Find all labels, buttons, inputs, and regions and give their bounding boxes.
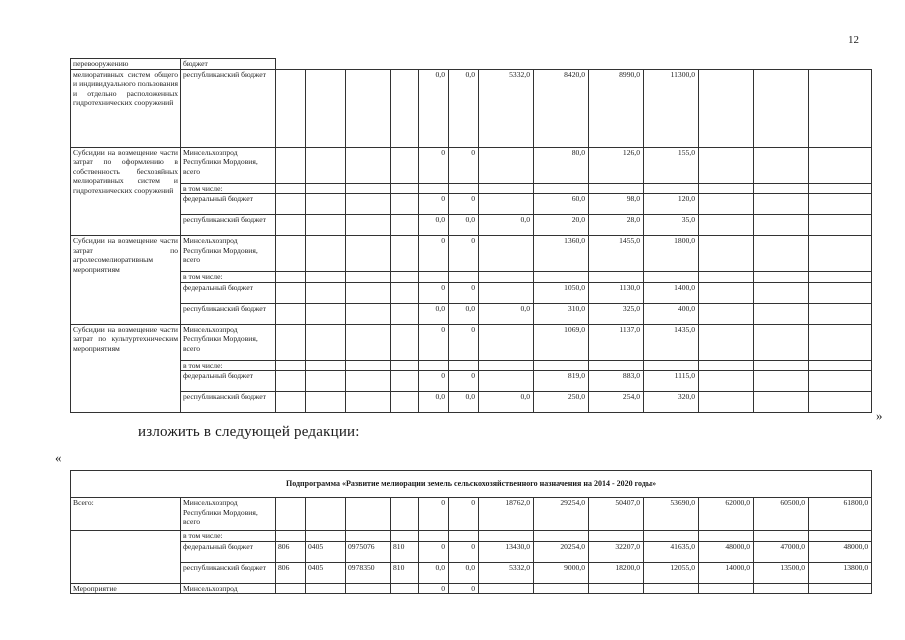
table-row <box>71 531 872 542</box>
value-cell: 0 <box>419 498 449 531</box>
value-cell: 0 <box>449 324 479 360</box>
value-cell: 1069,0 <box>534 324 589 360</box>
table-row <box>71 59 872 70</box>
value-cell: 0,0 <box>449 303 479 324</box>
value-cell: 1115,0 <box>644 371 699 392</box>
table-row <box>71 183 872 194</box>
source-cell: в том числе: <box>181 183 276 194</box>
code-cell: 0405 <box>306 562 346 583</box>
program-table-new <box>70 470 872 594</box>
value-cell: 0,0 <box>419 303 449 324</box>
value-cell: 5332,0 <box>479 562 534 583</box>
code-cell: 806 <box>276 541 306 562</box>
value-cell: 0,0 <box>479 303 534 324</box>
source-cell: в том числе: <box>181 360 276 371</box>
closing-quote: » <box>876 408 883 423</box>
value-cell: 98,0 <box>589 194 644 215</box>
value-cell: 0,0 <box>449 69 479 147</box>
value-cell: 12055,0 <box>644 562 699 583</box>
value-cell: 0 <box>419 541 449 562</box>
value-cell: 0 <box>449 236 479 272</box>
table-row <box>71 392 872 413</box>
value-cell: 325,0 <box>589 303 644 324</box>
value-cell: 80,0 <box>534 147 589 183</box>
value-cell: 53690,0 <box>644 498 699 531</box>
value-cell: 14000,0 <box>699 562 754 583</box>
source-cell: республиканский бюджет <box>181 562 276 583</box>
source-cell: бюджет <box>181 59 276 70</box>
value-cell: 9000,0 <box>534 562 589 583</box>
measure-cell: Всего: <box>71 498 181 531</box>
value-cell: 32207,0 <box>589 541 644 562</box>
value-cell: 48000,0 <box>699 541 754 562</box>
value-cell: 883,0 <box>589 371 644 392</box>
value-cell: 126,0 <box>589 147 644 183</box>
value-cell: 120,0 <box>644 194 699 215</box>
value-cell: 50407,0 <box>589 498 644 531</box>
source-cell: республиканский бюджет <box>181 215 276 236</box>
value-cell: 155,0 <box>644 147 699 183</box>
value-cell: 1137,0 <box>589 324 644 360</box>
value-cell: 0 <box>419 194 449 215</box>
value-cell: 0 <box>449 147 479 183</box>
table-row <box>71 236 872 272</box>
measure-cell: Субсидии на возмещение части затрат по культуртехническим мероприятиям <box>71 324 181 413</box>
subprogram-title: Подпрограмма «Развитие мелиорации земель сельскохозяйственного назначения на 2014 - 2020 годы» <box>71 471 872 498</box>
value-cell: 47000,0 <box>754 541 809 562</box>
source-cell: федеральный бюджет <box>181 541 276 562</box>
value-cell: 0 <box>449 541 479 562</box>
value-cell: 35,0 <box>644 215 699 236</box>
value-cell: 0 <box>449 194 479 215</box>
value-cell: 1130,0 <box>589 282 644 303</box>
value-cell: 0 <box>419 324 449 360</box>
code-cell: 806 <box>276 562 306 583</box>
source-cell: федеральный бюджет <box>181 194 276 215</box>
table-row <box>71 562 872 583</box>
value-cell: 0,0 <box>419 562 449 583</box>
code-cell: 810 <box>391 562 419 583</box>
value-cell <box>479 194 534 215</box>
table-row <box>71 215 872 236</box>
amendment-heading: изложить в следующей редакции: <box>138 424 360 440</box>
value-cell: 1435,0 <box>644 324 699 360</box>
value-cell <box>479 147 534 183</box>
opening-quote: « <box>55 450 62 465</box>
measure-cell: мелиоративных систем общего и индивидуального пользования и отдельно расположенных гидротехнических сооружений <box>71 69 181 147</box>
value-cell: 250,0 <box>534 392 589 413</box>
program-table-old <box>70 58 872 413</box>
value-cell: 20254,0 <box>534 541 589 562</box>
value-cell <box>479 324 534 360</box>
value-cell: 0,0 <box>449 392 479 413</box>
value-cell: 1455,0 <box>589 236 644 272</box>
table-row <box>71 282 872 303</box>
source-cell: Минсельхозпрод Республики Мордовия, всего <box>181 236 276 272</box>
table-row <box>71 69 872 147</box>
table-row <box>71 498 872 531</box>
measure-cell: Субсидии на возмещение части затрат по агролесомелиоративным мероприятиям <box>71 236 181 325</box>
value-cell: 61800,0 <box>809 498 872 531</box>
table-row <box>71 583 872 594</box>
table-row <box>71 360 872 371</box>
value-cell: 0 <box>419 371 449 392</box>
value-cell <box>479 282 534 303</box>
value-cell: 0 <box>419 583 449 594</box>
value-cell: 0,0 <box>419 215 449 236</box>
source-cell: Минсельхозпрод Республики Мордовия, всего <box>181 324 276 360</box>
value-cell: 0 <box>419 282 449 303</box>
value-cell: 0,0 <box>449 215 479 236</box>
measure-cell: Мероприятие <box>71 583 181 594</box>
value-cell: 29254,0 <box>534 498 589 531</box>
source-cell: в том числе: <box>181 272 276 283</box>
source-cell: Минсельхозпрод Республики Мордовия, всего <box>181 498 276 531</box>
value-cell: 310,0 <box>534 303 589 324</box>
value-cell: 0 <box>449 371 479 392</box>
value-cell: 254,0 <box>589 392 644 413</box>
measure-cell: Субсидии на возмещение части затрат по оформлению в собственность бесхозяйных мелиоративных систем и гидротехнических сооружений <box>71 147 181 236</box>
value-cell: 28,0 <box>589 215 644 236</box>
source-cell: республиканский бюджет <box>181 392 276 413</box>
value-cell: 0,0 <box>419 69 449 147</box>
source-cell: в том числе: <box>181 531 276 542</box>
value-cell: 0 <box>449 583 479 594</box>
value-cell: 62000,0 <box>699 498 754 531</box>
code-cell: 810 <box>391 541 419 562</box>
value-cell: 41635,0 <box>644 541 699 562</box>
page-number: 12 <box>848 34 859 46</box>
table-row <box>71 272 872 283</box>
value-cell <box>479 236 534 272</box>
code-cell: 0405 <box>306 541 346 562</box>
source-cell: Минсельхозпрод Республики Мордовия, всего <box>181 147 276 183</box>
value-cell: 8990,0 <box>589 69 644 147</box>
table-row <box>71 371 872 392</box>
source-cell: федеральный бюджет <box>181 371 276 392</box>
value-cell: 0,0 <box>419 392 449 413</box>
value-cell: 18200,0 <box>589 562 644 583</box>
value-cell: 48000,0 <box>809 541 872 562</box>
value-cell: 18762,0 <box>479 498 534 531</box>
value-cell: 400,0 <box>644 303 699 324</box>
table-row <box>71 147 872 183</box>
value-cell: 320,0 <box>644 392 699 413</box>
measure-cell: перевооружению <box>71 59 181 70</box>
table-row <box>71 303 872 324</box>
value-cell: 13500,0 <box>754 562 809 583</box>
source-cell: федеральный бюджет <box>181 282 276 303</box>
value-cell: 20,0 <box>534 215 589 236</box>
value-cell: 1800,0 <box>644 236 699 272</box>
source-cell: республиканский бюджет <box>181 303 276 324</box>
value-cell: 60,0 <box>534 194 589 215</box>
value-cell: 0 <box>419 236 449 272</box>
value-cell: 13430,0 <box>479 541 534 562</box>
value-cell: 1360,0 <box>534 236 589 272</box>
value-cell: 11300,0 <box>644 69 699 147</box>
value-cell: 819,0 <box>534 371 589 392</box>
code-cell: 0975076 <box>346 541 391 562</box>
code-cell: 0978350 <box>346 562 391 583</box>
value-cell: 13800,0 <box>809 562 872 583</box>
source-cell: Минсельхозпрод <box>181 583 276 594</box>
value-cell: 0,0 <box>479 215 534 236</box>
value-cell: 60500,0 <box>754 498 809 531</box>
value-cell: 5332,0 <box>479 69 534 147</box>
value-cell: 0,0 <box>479 392 534 413</box>
table-row <box>71 194 872 215</box>
value-cell: 0 <box>449 498 479 531</box>
value-cell: 0,0 <box>449 562 479 583</box>
value-cell: 1400,0 <box>644 282 699 303</box>
source-cell: республиканский бюджет <box>181 69 276 147</box>
table-row <box>71 324 872 360</box>
value-cell: 0 <box>419 147 449 183</box>
subprogram-row <box>71 471 872 498</box>
value-cell: 0 <box>449 282 479 303</box>
value-cell <box>479 371 534 392</box>
value-cell: 8420,0 <box>534 69 589 147</box>
value-cell: 1050,0 <box>534 282 589 303</box>
table-row <box>71 541 872 562</box>
